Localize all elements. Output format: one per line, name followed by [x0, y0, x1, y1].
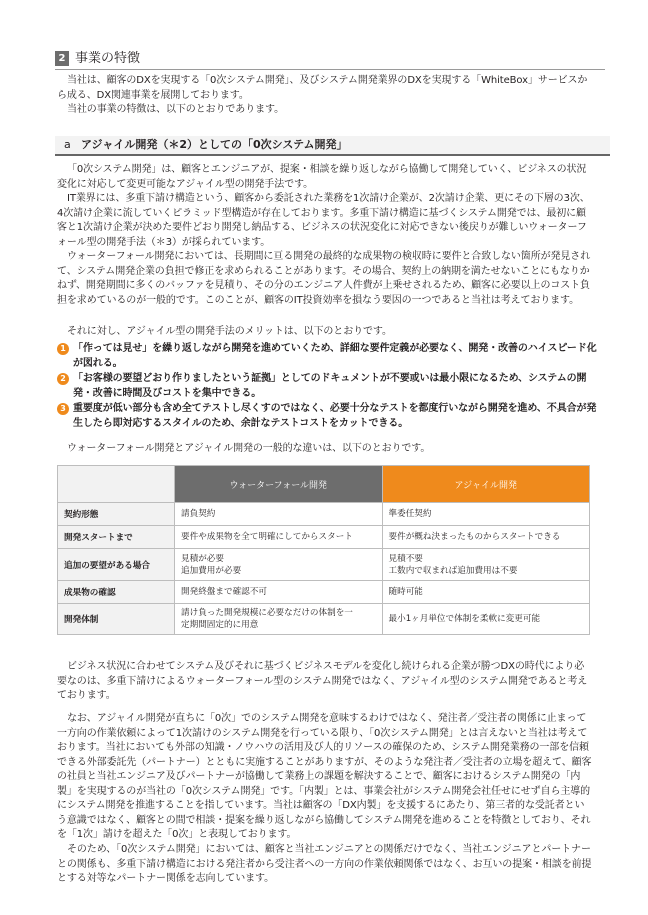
table-row	[58, 526, 590, 549]
agile-cell: 最小1ヶ月単位で体制を柔軟に変更可能	[382, 604, 590, 635]
subsection-letter: a	[64, 138, 71, 151]
table-row	[58, 581, 590, 604]
merit-text-2: 「お客様の要望どおり作りましたという証拠」としてのドキュメントが不要或いは最小限になるため、システムの開発・改善に時間及びコストを集中できる。	[73, 373, 587, 399]
table-intro: ウォーターフォール開発とアジャイル開発の一般的な違いは、以下のとおりです。	[67, 443, 431, 454]
paragraph-after-table: ビジネス状況に合わせてシステム及びそれに基づくビジネスモデルを変化し続けられる企業が勝つDXの時代により必要なのは、多重下請けによるウォーターフォール型のシステム開発ではなく、アジャイル型のシステム開発であると考えております。	[57, 661, 588, 701]
row-label: 契約形態	[58, 503, 175, 526]
waterfall-cell: 請け負った開発規模に必要なだけの体制を一 定期間固定的に用意	[175, 604, 383, 635]
merit-number-3: 3	[57, 403, 69, 415]
agile-cell: 準委任契約	[382, 503, 590, 526]
row-label: 開発スタートまで	[58, 526, 175, 549]
agile-cell: 随時可能	[382, 581, 590, 604]
table-header-row	[58, 466, 590, 503]
table-row	[58, 503, 590, 526]
section-intro-1: 当社は、顧客のDXを実現する「0次システム開発」、及びシステム開発業界のDXを実現する「WhiteBox」サービスから成る、DX関連事業を展開しております。	[57, 75, 588, 101]
merit-number-1: 1	[57, 343, 69, 355]
waterfall-cell: 見積が必要 追加費用が必要	[175, 549, 383, 581]
waterfall-cell: 請負契約	[175, 503, 383, 526]
table-row	[58, 604, 590, 635]
subsection-header	[55, 136, 610, 156]
agile-cell: 見積不要 工数内で収まれば追加費用は不要	[382, 549, 590, 581]
merit-text-1: 「作っては見せ」を繰り返しながら開発を進めていくため、詳細な要件定義が必要なく、開発・改善のハイスピード化が図れる。	[73, 343, 597, 369]
merit-item-1	[57, 342, 597, 372]
section-header	[55, 50, 605, 70]
paragraph-0ji-definition: なお、アジャイル開発が直ちに「0次」でのシステム開発を意味するわけではなく、発注者／受注者の関係に止まって一方向の作業依頼によって1次請けのシステム開発を行っている限り、「0次システム開発」とは言えないと当社は考えております。当社においても外部の知識・ノウハウの活用及び人的リソースの確保のため、システム開発業務の一部を信頼できる外部委託先（パートナー）とともに実施することがありますが、そのような発注者／受注者の立場を超えて、顧客の社員と当社エンジニア及びパートナーが協働して業務上の課題を解決することで、顧客におけるシステム開発の「内製」を実現するのが当社の「0次システム開発」です。「内製」とは、事業会社がシステム開発会社任せにせず自ら主導的にシステム開発を推進することを指しています。当社は顧客の「DX内製」を支援するにあたり、第三者的な受託者という意識ではなく、顧客との間で相談・提案を繰り返しながら協働してシステム開発を進めることを特徴としており、それを「1次」請けを超えた「0次」と表現しております。	[57, 713, 592, 840]
paragraph-it-industry: IT業界には、多重下請け構造という、顧客から委託された業務を1次請け企業が、2次請け企業、更にその下層の3次、4次請け企業に流していくピラミッド型構造が存在しております。多重下請け構造に基づくシステム開発では、最初に顧客と1次請け企業が決めた要件どおり開発し納品する、ビジネスの状況変化に対応できない後戻りが難しいウォーターフォール型の開発手法（＊3）が採られています。	[57, 193, 590, 248]
waterfall-cell: 開発終盤まで確認不可	[175, 581, 383, 604]
merit-item-2	[57, 372, 597, 402]
paragraph-partner-relation: そのため、「0次システム開発」においては、顧客と当社エンジニアとの関係だけでなく、当社エンジニアとパートナーとの関係も、多重下請け構造における発注者から受注者への一方向の作業依頼関係ではなく、お互いの提案・相談を前提とする対等なパートナー関係を志向しています。	[57, 844, 592, 884]
header-blank	[58, 466, 175, 503]
header-waterfall: ウォーターフォール開発	[175, 466, 383, 503]
section-number: 2	[55, 51, 69, 66]
merit-item-3	[57, 402, 597, 432]
comparison-table	[57, 465, 590, 635]
section-title: 事業の特徴	[75, 51, 141, 66]
row-label: 開発体制	[58, 604, 175, 635]
paragraph-0ji-intro: 「0次システム開発」は、顧客とエンジニアが、提案・相談を繰り返しながら協働して開発していく、ビジネスの状況変化に対応して変更可能なアジャイル型の開発手法です。	[57, 164, 587, 190]
merit-number-2: 2	[57, 373, 69, 385]
waterfall-cell: 要件や成果物を全て明確にしてからスタート	[175, 526, 383, 549]
table-row	[58, 549, 590, 581]
merits-intro: それに対し、アジャイル型の開発手法のメリットは、以下のとおりです。	[67, 326, 392, 337]
row-label: 成果物の確認	[58, 581, 175, 604]
merit-text-3: 重要度が低い部分も含め全てテストし尽くすのではなく、必要十分なテストを都度行いながら開発を進め、不具合が発生したら即対応するスタイルのため、余計なテストコストをカットできる。	[73, 403, 597, 429]
section-intro-2: 当社の事業の特徴は、以下のとおりであります。	[67, 104, 284, 115]
header-agile: アジャイル開発	[382, 466, 590, 503]
paragraph-waterfall: ウォーターフォール開発においては、長期間に亘る開発の最終的な成果物の検収時に要件と合致しない箇所が発見されて、システム開発企業の負担で修正を求められることがあります。その場合、契約上の納期を満たせないことにもなりかねず、開発期間に多くのバッファを見積り、その分のエンジニア人件費が上乗せされるため、顧客に必要以上のコスト負担を求めているのが一般的です。このことが、顧客のIT投資効率を損なう要因の一つであると当社は考えております。	[57, 251, 591, 306]
row-label: 追加の要望がある場合	[58, 549, 175, 581]
subsection-title: アジャイル開発（＊2）としての「0次システム開発」	[81, 138, 348, 151]
agile-cell: 要件が概ね決まったものからスタートできる	[382, 526, 590, 549]
